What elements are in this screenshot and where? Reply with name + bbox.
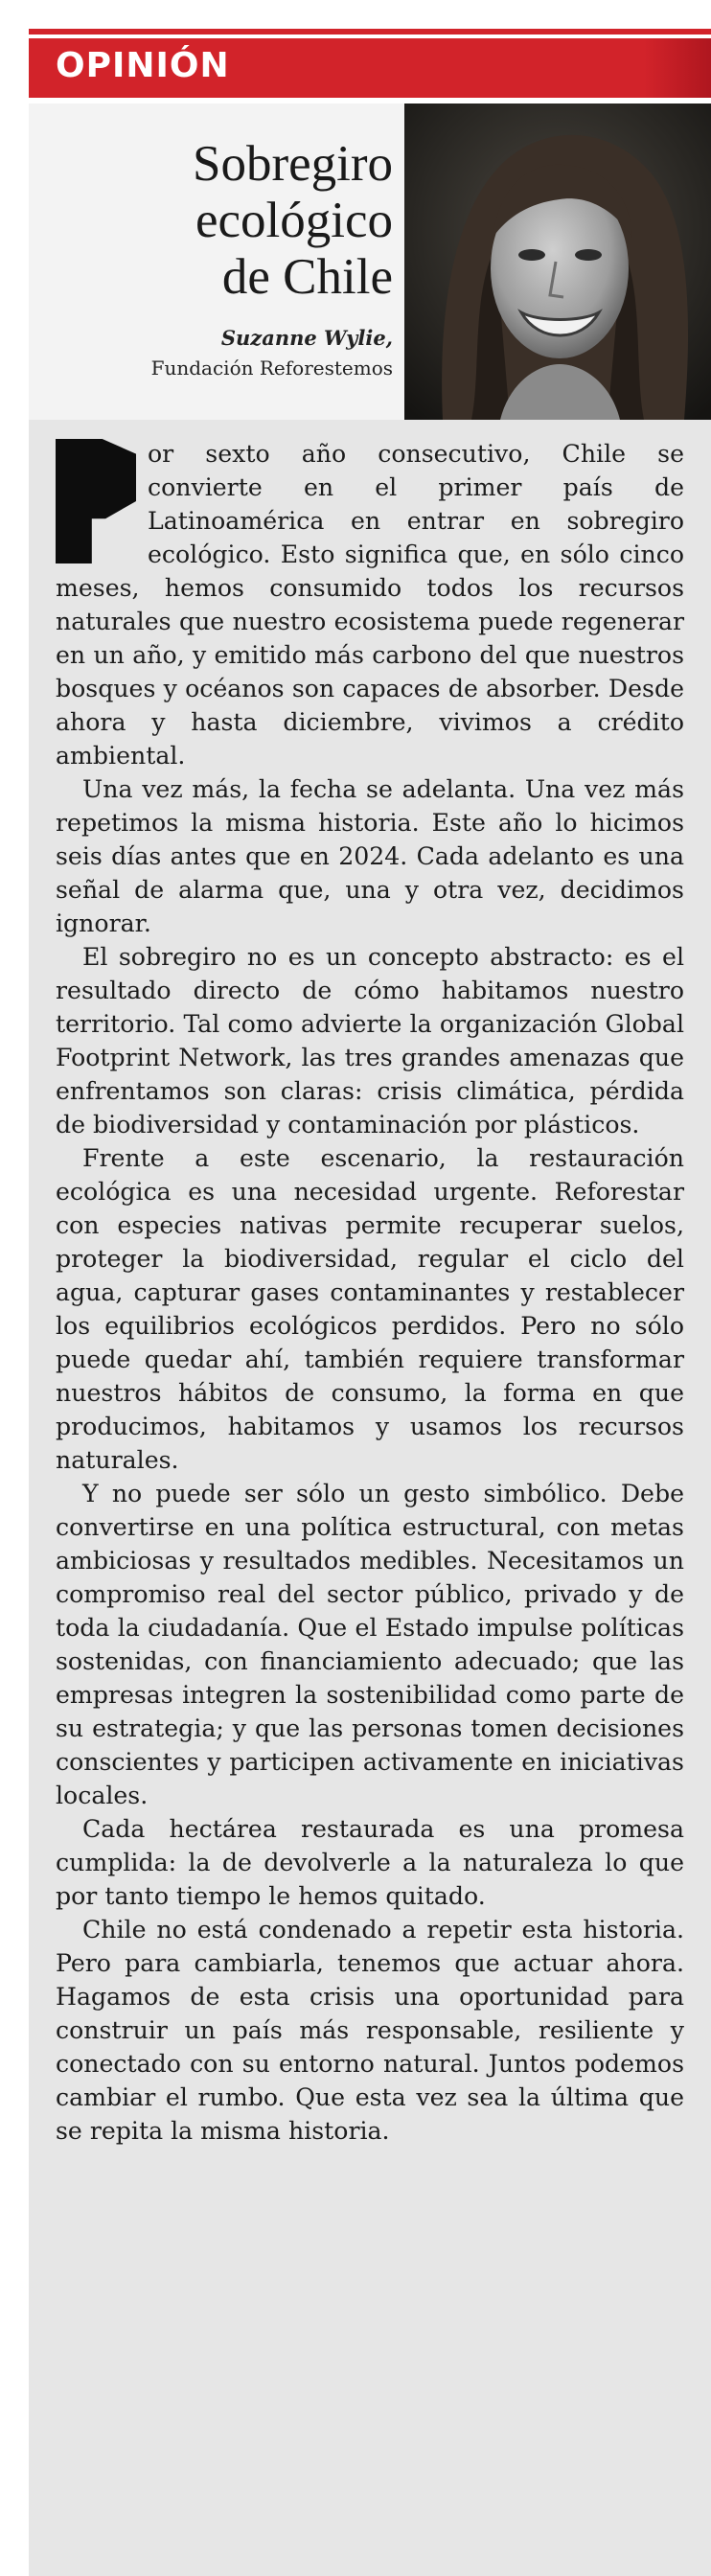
section-banner-shade xyxy=(644,38,711,98)
headline-line-1: Sobregiro xyxy=(192,136,393,192)
headline-line-2: ecológico xyxy=(195,193,393,248)
paragraph-5: Y no puede ser sólo un gesto simbólico. Debe convertirse en una política estructural, con metas ambiciosas y resultados medibles. Necesitamos un compromiso real del sector público, privado y de toda la ciudadanía. Que el Estado impulse políticas sostenidas, con financiamiento adecuado; que las empresas integren la sostenibilidad como parte de su estrategia; y que las personas tomen decisiones conscientes y participen activamente en iniciativas locales. xyxy=(56,1480,684,1809)
article-body xyxy=(29,420,711,2576)
paragraph-1: or sexto año consecutivo, Chile se convierte en el primer país de Latinoamérica en entrar en sobregiro ecológico. Esto significa que, en sólo cinco meses, hemos consumido todos los recursos naturales que nuestro ecosistema puede regenerar en un año, y emitido más carbono del que nuestros bosques y océanos son capaces de absorber. Desde ahora y hasta diciembre, vivimos a crédito ambiental. xyxy=(56,440,684,770)
article-text xyxy=(56,437,684,2148)
paragraph-3: El sobregiro no es un concepto abstracto: es el resultado directo de cómo habitamos nuestro territorio. Tal como advierte la organización Global Footprint Network, las tres grandes amenazas que enfrentamos son claras: crisis climática, pérdida de biodiversidad y contaminación por plásticos. xyxy=(56,943,684,1138)
paragraph-4: Frente a este escenario, la restauración ecológica es una necesidad urgente. Reforestar con especies nativas permite recuperar suelos, proteger la biodiversidad, regular el ciclo del agua, capturar gases contaminantes y restablecer los equilibrios ecológicos perdidos. Pero no sólo puede quedar ahí, también requiere transformar nuestros hábitos de consumo, la forma en que producimos, habitamos y usamos los recursos naturales. xyxy=(56,1144,684,1474)
paragraph-2: Una vez más, la fecha se adelanta. Una vez más repetimos la misma historia. Este año lo hicimos seis días antes que en 2024. Cada adelanto es una señal de alarma que, una y otra vez, decidimos ignorar. xyxy=(56,775,684,937)
section-label: OPINIÓN xyxy=(56,46,230,85)
headline-line-3: de Chile xyxy=(221,249,393,305)
author-organization: Fundación Reforestemos xyxy=(150,356,393,380)
article-header xyxy=(29,104,711,420)
section-top-rule xyxy=(29,29,711,34)
paragraph-6: Cada hectárea restaurada es una promesa cumplida: la de devolverle a la naturaleza lo que por tanto tiempo le hemos quitado. xyxy=(56,1815,684,1910)
section-banner xyxy=(29,38,711,98)
author-photo xyxy=(404,104,711,420)
author-name: Suzanne Wylie, xyxy=(220,326,393,350)
headline xyxy=(105,136,393,306)
paragraph-7: Chile no está condenado a repetir esta historia. Pero para cambiarla, tenemos que actuar ahora. Hagamos de esta crisis una oportunidad para construir un país más responsable, resiliente y conectado con su entorno natural. Juntos podemos cambiar el rumbo. Que esta vez sea la última que se repita la misma historia. xyxy=(56,1916,684,2145)
